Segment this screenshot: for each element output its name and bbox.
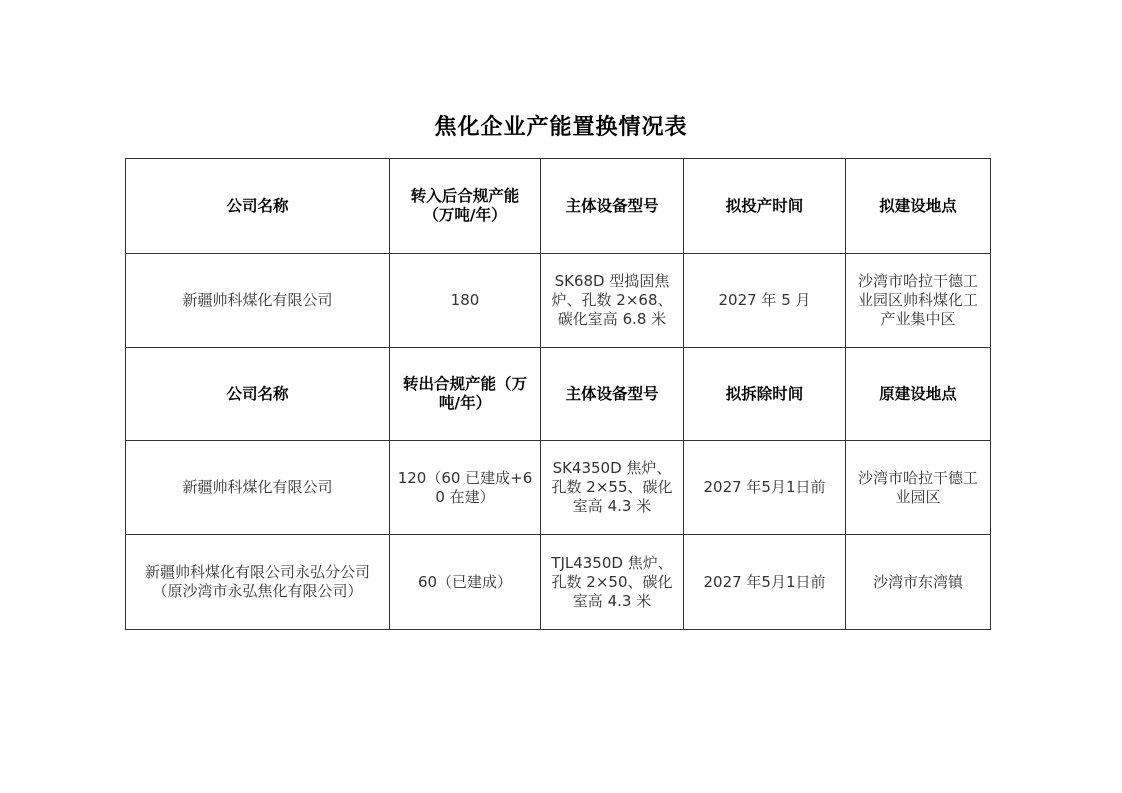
capacity-cell: 120（60 已建成+60 在建） <box>390 441 541 535</box>
header-planned-demolition-time: 拟拆除时间 <box>684 348 846 441</box>
table-row <box>126 441 991 535</box>
equipment-cell: TJL4350D 焦炉、孔数 2×50、碳化室高 4.3 米 <box>541 535 684 630</box>
header-original-location: 原建设地点 <box>846 348 991 441</box>
location-cell: 沙湾市东湾镇 <box>846 535 991 630</box>
header-equipment-model: 主体设备型号 <box>541 348 684 441</box>
header-outgoing-capacity: 转出合规产能（万吨/年） <box>390 348 541 441</box>
capacity-cell: 180 <box>390 254 541 348</box>
company-name-cell: 新疆帅科煤化有限公司 <box>126 441 390 535</box>
table-row <box>126 254 991 348</box>
capacity-cell: 60（已建成） <box>390 535 541 630</box>
equipment-cell: SK68D 型捣固焦炉、孔数 2×68、碳化室高 6.8 米 <box>541 254 684 348</box>
document-title: 焦化企业产能置换情况表 <box>434 114 688 140</box>
header-equipment-model: 主体设备型号 <box>541 159 684 254</box>
table-row <box>126 535 991 630</box>
location-cell: 沙湾市哈拉干德工业园区 <box>846 441 991 535</box>
header-planned-production-time: 拟投产时间 <box>684 159 846 254</box>
header-company-name: 公司名称 <box>126 348 390 441</box>
company-name-cell: 新疆帅科煤化有限公司 <box>126 254 390 348</box>
outgoing-header-row <box>126 348 991 441</box>
company-name-cell: 新疆帅科煤化有限公司永弘分公司（原沙湾市永弘焦化有限公司） <box>126 535 390 630</box>
header-company-name: 公司名称 <box>126 159 390 254</box>
time-cell: 2027 年5月1日前 <box>684 535 846 630</box>
equipment-cell: SK4350D 焦炉、孔数 2×55、碳化室高 4.3 米 <box>541 441 684 535</box>
incoming-header-row <box>126 159 991 254</box>
header-incoming-capacity: 转入后合规产能（万吨/年） <box>390 159 541 254</box>
time-cell: 2027 年 5 月 <box>684 254 846 348</box>
time-cell: 2027 年5月1日前 <box>684 441 846 535</box>
header-planned-location: 拟建设地点 <box>846 159 991 254</box>
capacity-replacement-table <box>125 158 991 630</box>
location-cell: 沙湾市哈拉干德工业园区帅科煤化工产业集中区 <box>846 254 991 348</box>
